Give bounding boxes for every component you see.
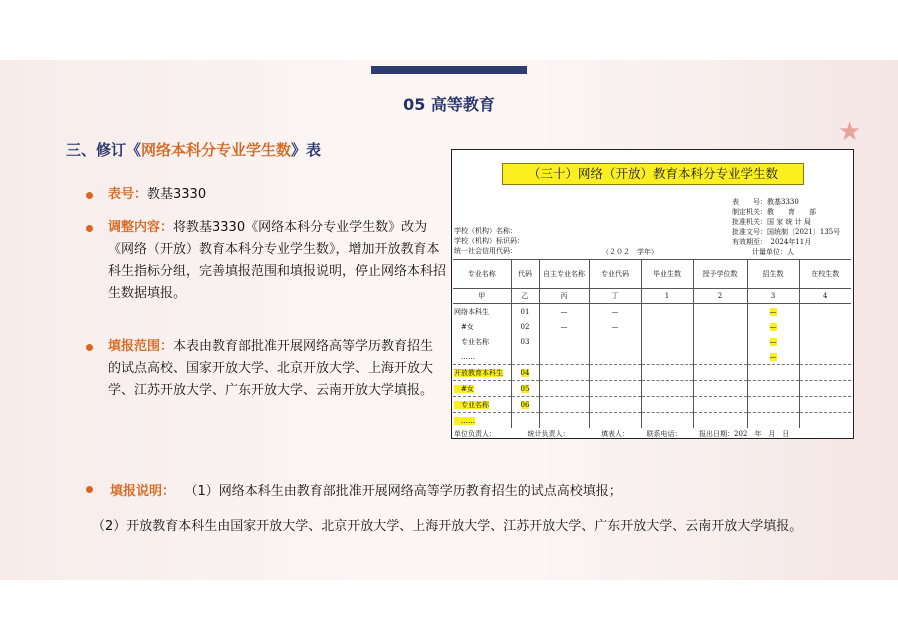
row-name [453,397,511,413]
cell [589,413,641,429]
cell: — [539,319,589,334]
cell [693,334,747,349]
bullet-label: 填报范围： [108,339,174,354]
bullet-text: 本表由教育部批准开展网络高等学历教育招生的试点高校、国家开放大学、北京开放大学、上海开放大学、江苏开放大学、广东开放大学、云南开放大学填报。 [108,339,434,398]
column-index: 4 [799,289,851,304]
cell-zs [747,304,799,320]
bullet-scope [86,336,446,402]
column-header: 代码 [511,260,539,289]
column-header: 授予学位数 [693,260,747,289]
table-row [453,349,851,365]
table-index-row [453,289,851,304]
form-footer: 单位负责人： 统计负责人： 填表人： 联系电话： 报出日期：202 年 月 日 [454,430,790,438]
cell [641,413,693,429]
heading-prefix: 三、修订《 [66,141,142,159]
form-title: （三十）网络（开放）教育本科分专业学生数 [502,163,804,185]
bullet-adjustment [86,217,446,305]
star-icon: ★ [838,117,862,147]
column-index: 丁 [589,289,641,304]
cell-highlight: — [769,322,777,331]
note-text-1: （1）网络本科生由教育部批准开展网络高等学历教育招生的试点高校填报； [191,484,622,499]
bullet-dot-icon [86,344,93,351]
table-row [453,413,851,429]
bullet-label: 表号： [108,187,148,202]
section-title: 05 高等教育 [403,95,495,114]
meta-line: 制定机关：教 育 部 [732,208,816,216]
row-code: 02 [511,319,539,334]
cell [589,334,641,349]
row-code [511,397,539,413]
cell [589,381,641,397]
cell [589,365,641,381]
school-year: （２０２ 学年） [602,248,658,256]
column-index: 1 [641,289,693,304]
table-row [453,334,851,349]
cell [589,397,641,413]
bullet-dot-icon [86,486,93,493]
cell [799,365,851,381]
unit-label: 计量单位：人 [752,248,794,256]
form-meta-left [454,226,524,256]
note-label: 填报说明： [110,484,176,499]
cell [693,304,747,320]
cell-highlight: — [769,337,777,346]
form-meta-right [732,197,840,247]
bullet-text: 教基3330 [147,187,207,202]
cell [693,397,747,413]
table-row [453,319,851,334]
row-name [453,381,511,397]
row-name: 专业名称 [454,337,489,346]
cell [539,397,589,413]
bullet-dot-icon [86,192,93,199]
row-code-highlight: 06 [520,400,530,409]
cell [539,413,589,429]
table-row [453,397,851,413]
cell [641,349,693,365]
row-name-highlight: 开放教育本科生 [454,368,503,377]
cell [641,397,693,413]
bullet-text: 将教基3330《网络本科分专业学生数》改为《网络（开放）教育本科分专业学生数》，增加开放教育本科生指标分组，完善填报范围和填报说明，停止网络本科招生数据填报。 [108,220,447,301]
column-header: 招生数 [747,260,799,289]
cell [747,381,799,397]
column-index: 甲 [453,289,511,304]
cell [693,349,747,365]
row-name: 网络本科生 [454,307,489,316]
cell [799,381,851,397]
row-code: 01 [511,304,539,320]
column-header: 专业名称 [453,260,511,289]
meta-line: 批准文号：国统制〔2021〕135号 [732,228,841,236]
row-name [453,365,511,381]
row-name: …… [453,349,511,365]
meta-line: 批准机关：国 家 统 计 局 [732,218,811,226]
cell-highlight: — [769,352,777,361]
cell-highlight: — [769,307,777,316]
row-code: 03 [511,334,539,349]
top-accent-bar [371,66,527,74]
page-heading [66,139,321,160]
table-row [453,381,851,397]
row-name-highlight: …… [454,416,475,425]
column-header: 毕业生数 [641,260,693,289]
cell [747,365,799,381]
cell [799,304,851,320]
table-header-row [453,260,851,289]
cell [589,349,641,365]
bullet-dot-icon [86,225,93,232]
row-name-highlight: 专业名称 [454,400,489,409]
cell [693,413,747,429]
cell [539,349,589,365]
cell: — [589,304,641,320]
cell [799,319,851,334]
cell [641,381,693,397]
heading-suffix: 》表 [291,141,322,159]
cell [693,365,747,381]
cell-zs [747,334,799,349]
cell [693,319,747,334]
form-table [453,259,851,428]
cell-zs [747,349,799,365]
meta-line: 学校（机构）名称： [454,227,517,235]
cell [641,304,693,320]
note-line-2: （2）开放教育本科生由国家开放大学、北京开放大学、上海开放大学、江苏开放大学、广东开放大学、云南开放大学填报。 [92,519,803,534]
row-name-highlight: #女 [454,384,474,393]
row-code-highlight: 05 [520,384,530,393]
column-header: 专业代码 [589,260,641,289]
note-line-1 [86,480,622,499]
meta-line: 统一社会信用代码： [454,247,517,255]
column-index: 2 [693,289,747,304]
cell: — [589,319,641,334]
column-index: 3 [747,289,799,304]
cell [641,365,693,381]
cell [539,381,589,397]
cell [539,334,589,349]
bullet-label: 调整内容： [108,220,174,235]
cell [641,334,693,349]
row-code [511,365,539,381]
column-header: 自主专业名称 [539,260,589,289]
row-name [453,413,511,429]
cell [747,397,799,413]
cell [799,349,851,365]
cell [539,365,589,381]
meta-line: 表 号：教基3330 [732,198,799,206]
row-code-highlight: 04 [520,368,530,377]
cell [747,413,799,429]
cell [799,413,851,429]
column-header: 在校生数 [799,260,851,289]
row-code [511,349,539,365]
cell [693,381,747,397]
meta-line: 学校（机构）标识码： [454,237,524,245]
cell [641,319,693,334]
row-name: #女 [454,322,474,331]
row-code [511,413,539,429]
column-index: 乙 [511,289,539,304]
cell [799,397,851,413]
table-row [453,365,851,381]
meta-line: 有效期至： 2024年11月 [732,238,812,246]
cell: — [539,304,589,320]
column-index: 丙 [539,289,589,304]
row-code [511,381,539,397]
bullet-table-number [86,184,446,206]
cell [799,334,851,349]
table-row [453,304,851,320]
statistical-form-image [451,149,854,439]
cell-zs [747,319,799,334]
heading-highlight: 网络本科分专业学生数 [141,141,292,159]
